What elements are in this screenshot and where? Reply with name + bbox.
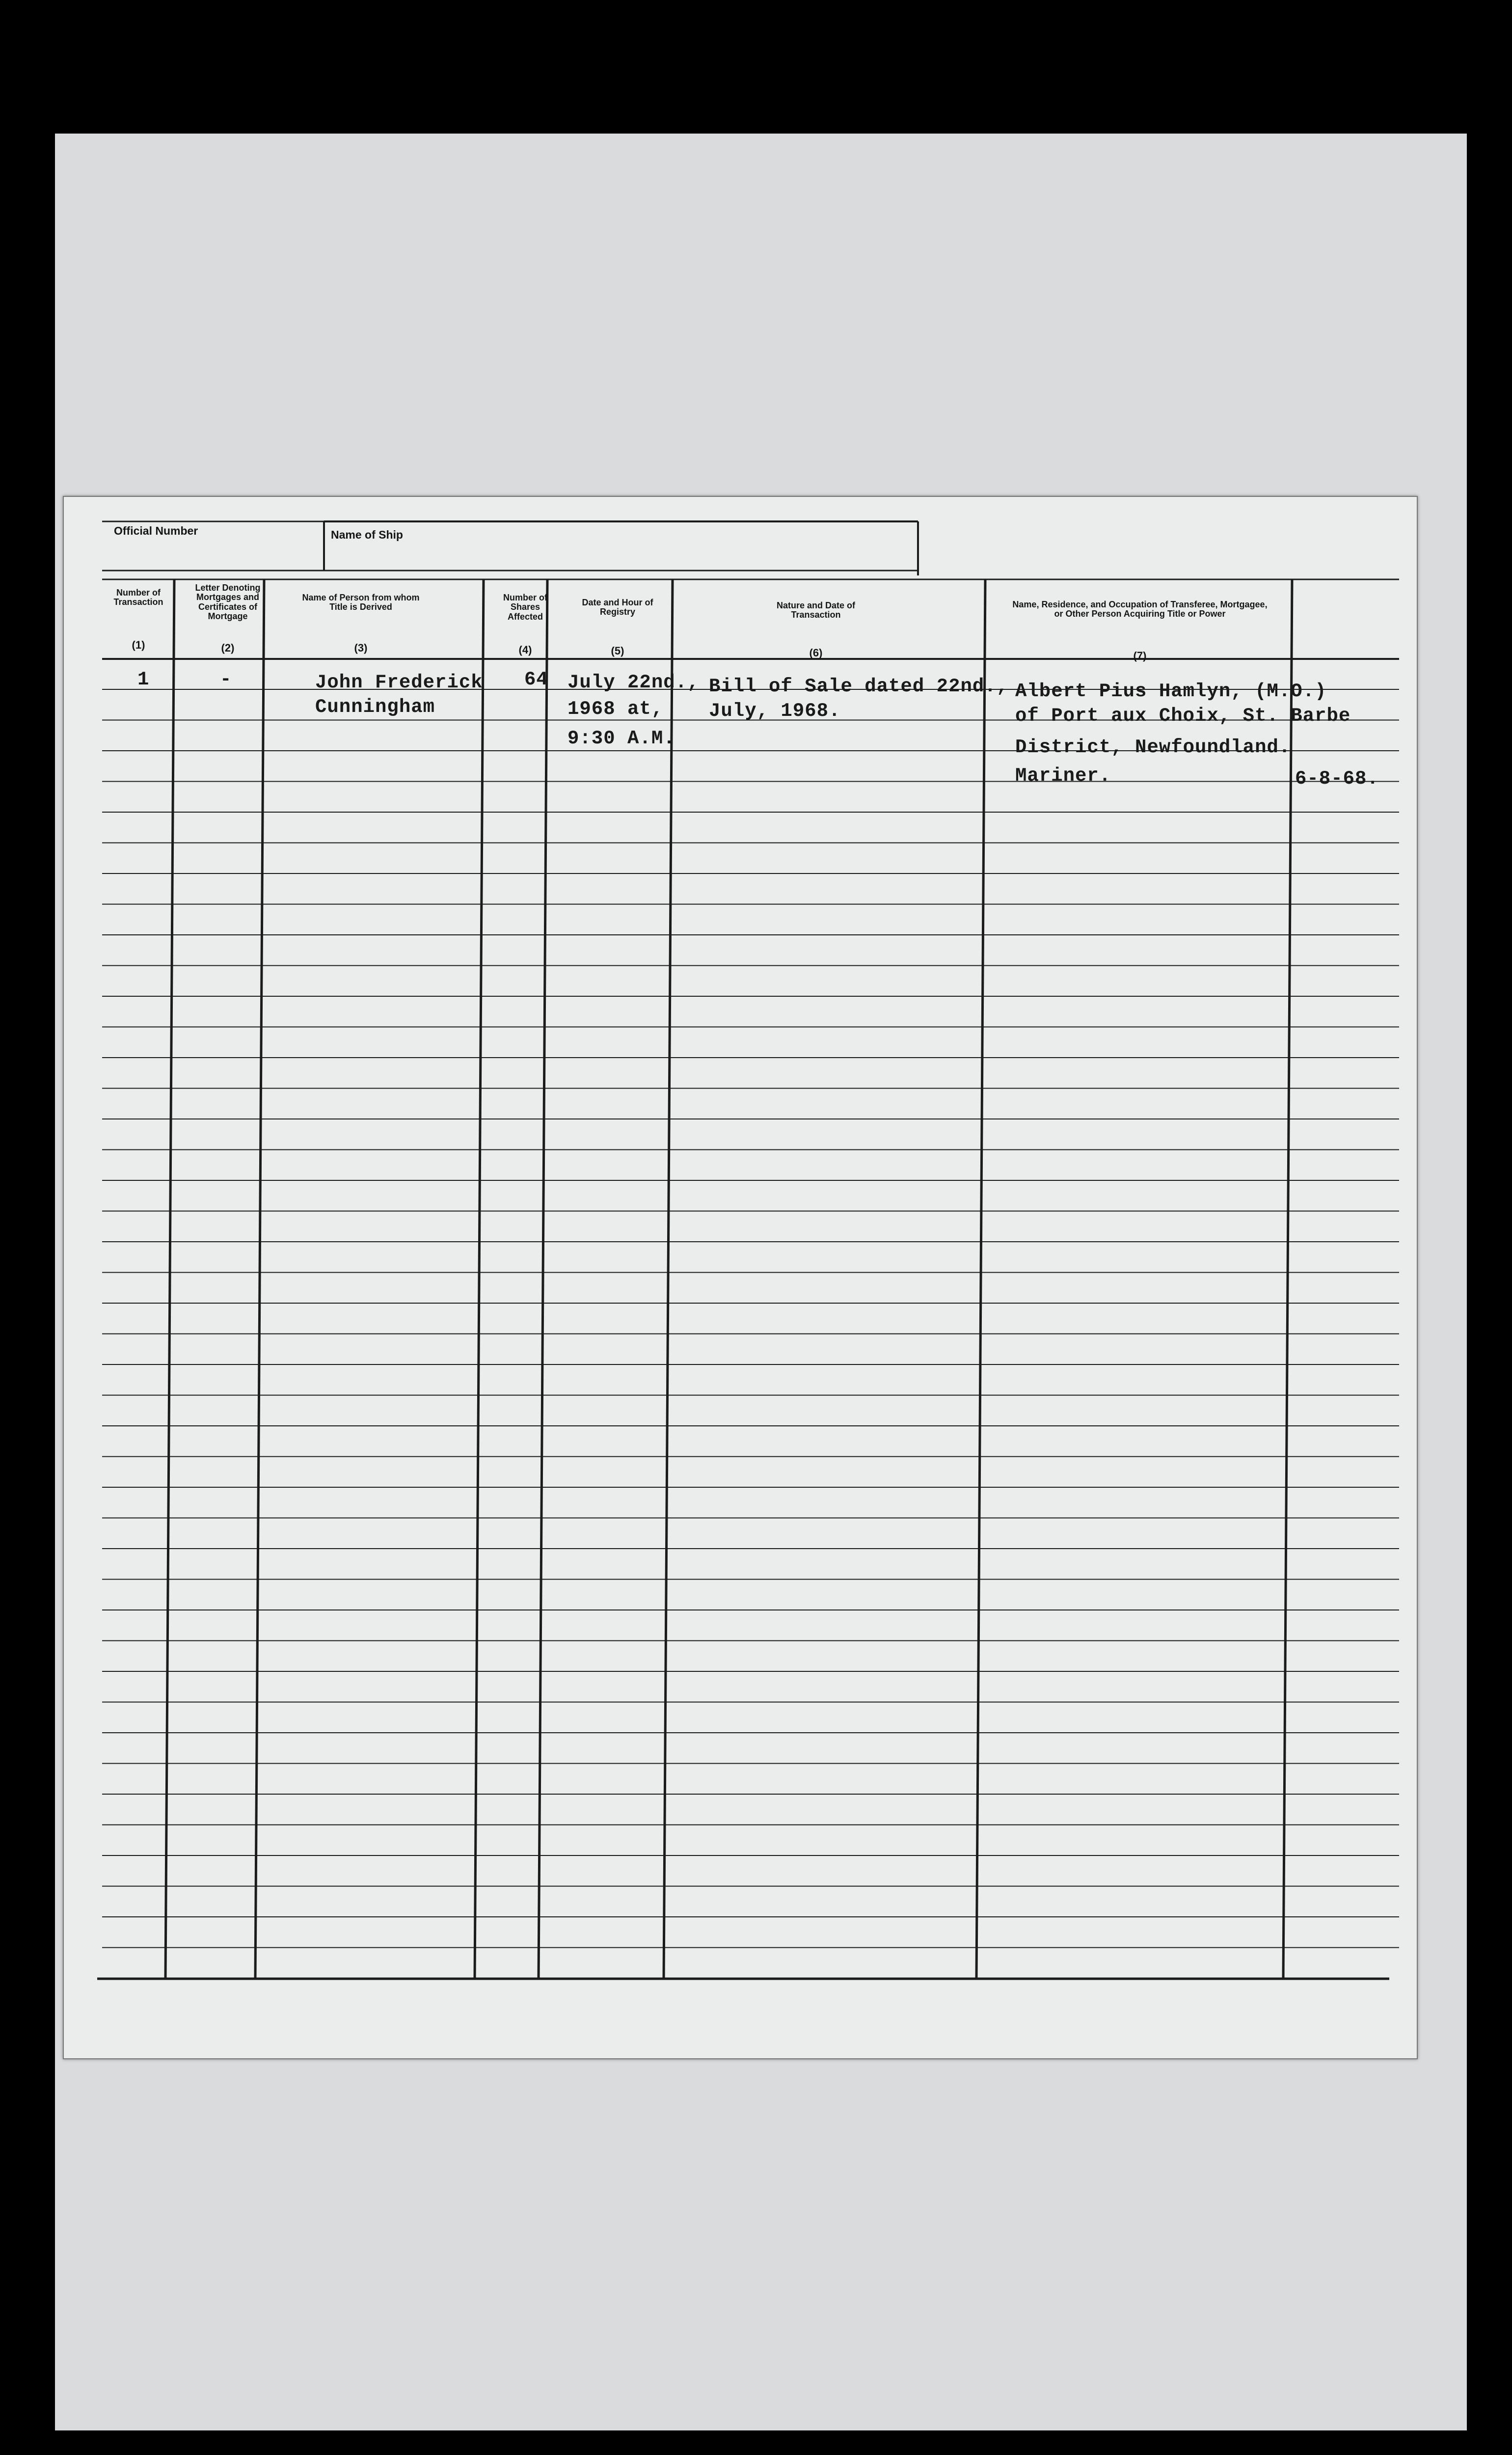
col4-number: (4)	[518, 644, 532, 656]
col1-header: Number of Transaction	[113, 588, 163, 607]
column-divider-3	[475, 579, 484, 1980]
column-divider-6	[976, 579, 985, 1980]
col5-header: Date and Hour of Registry	[582, 598, 653, 617]
column-divider-1	[165, 579, 174, 1980]
title-from-line-2: Cunningham	[315, 696, 435, 718]
registry-date-line-2: 1968 at,	[567, 698, 664, 720]
col3-header: Name of Person from whom Title is Derived	[302, 593, 420, 612]
shares-affected: 64	[524, 669, 548, 690]
column-divider-2	[255, 579, 264, 1980]
acquirer-line-2: of Port aux Choix, St. Barbe	[1015, 705, 1351, 727]
col1-number: (1)	[132, 639, 145, 651]
acquirer-line-1: Albert Pius Hamlyn, (M.O.)	[1015, 681, 1327, 702]
column-divider-7	[1283, 579, 1292, 1980]
col7-header: Name, Residence, and Occupation of Transferee, Mortgagee, or Other Person Acquiring Title or Power	[1012, 600, 1268, 619]
col2-number: (2)	[221, 642, 235, 654]
margin-date: 6-8-68.	[1295, 768, 1379, 790]
title-from-line-1: John Frederick	[315, 672, 483, 693]
col2-header: Letter Denoting Mortgages and Certificates of Mortgage	[195, 583, 261, 622]
form-ruling	[64, 497, 1417, 2058]
col6-header: Nature and Date of Transaction	[776, 600, 856, 620]
ship-name-label: Name of Ship	[331, 528, 403, 541]
acquirer-line-3: District, Newfoundland.	[1015, 736, 1291, 758]
col4-header: Number of Shares Affected	[503, 593, 547, 622]
col5-number: (5)	[611, 645, 624, 657]
registry-date-line-1: July 22nd.,	[567, 672, 700, 693]
transaction-nature-line-1: Bill of Sale dated 22nd.,	[709, 676, 1009, 697]
acquirer-line-4: Mariner.	[1015, 765, 1111, 787]
official-number-label: Official Number	[114, 524, 198, 537]
column-divider-5	[664, 579, 673, 1980]
transaction-nature-line-2: July, 1968.	[709, 700, 841, 722]
col3-number: (3)	[354, 642, 368, 654]
ship-registry-form	[63, 496, 1418, 2059]
col7-number: (7)	[1133, 650, 1147, 662]
registry-date-line-3: 9:30 A.M.	[567, 728, 675, 749]
mortgage-letter: -	[220, 669, 232, 690]
transaction-number: 1	[137, 669, 150, 690]
column-divider-4	[539, 579, 547, 1980]
col6-number: (6)	[809, 647, 823, 659]
